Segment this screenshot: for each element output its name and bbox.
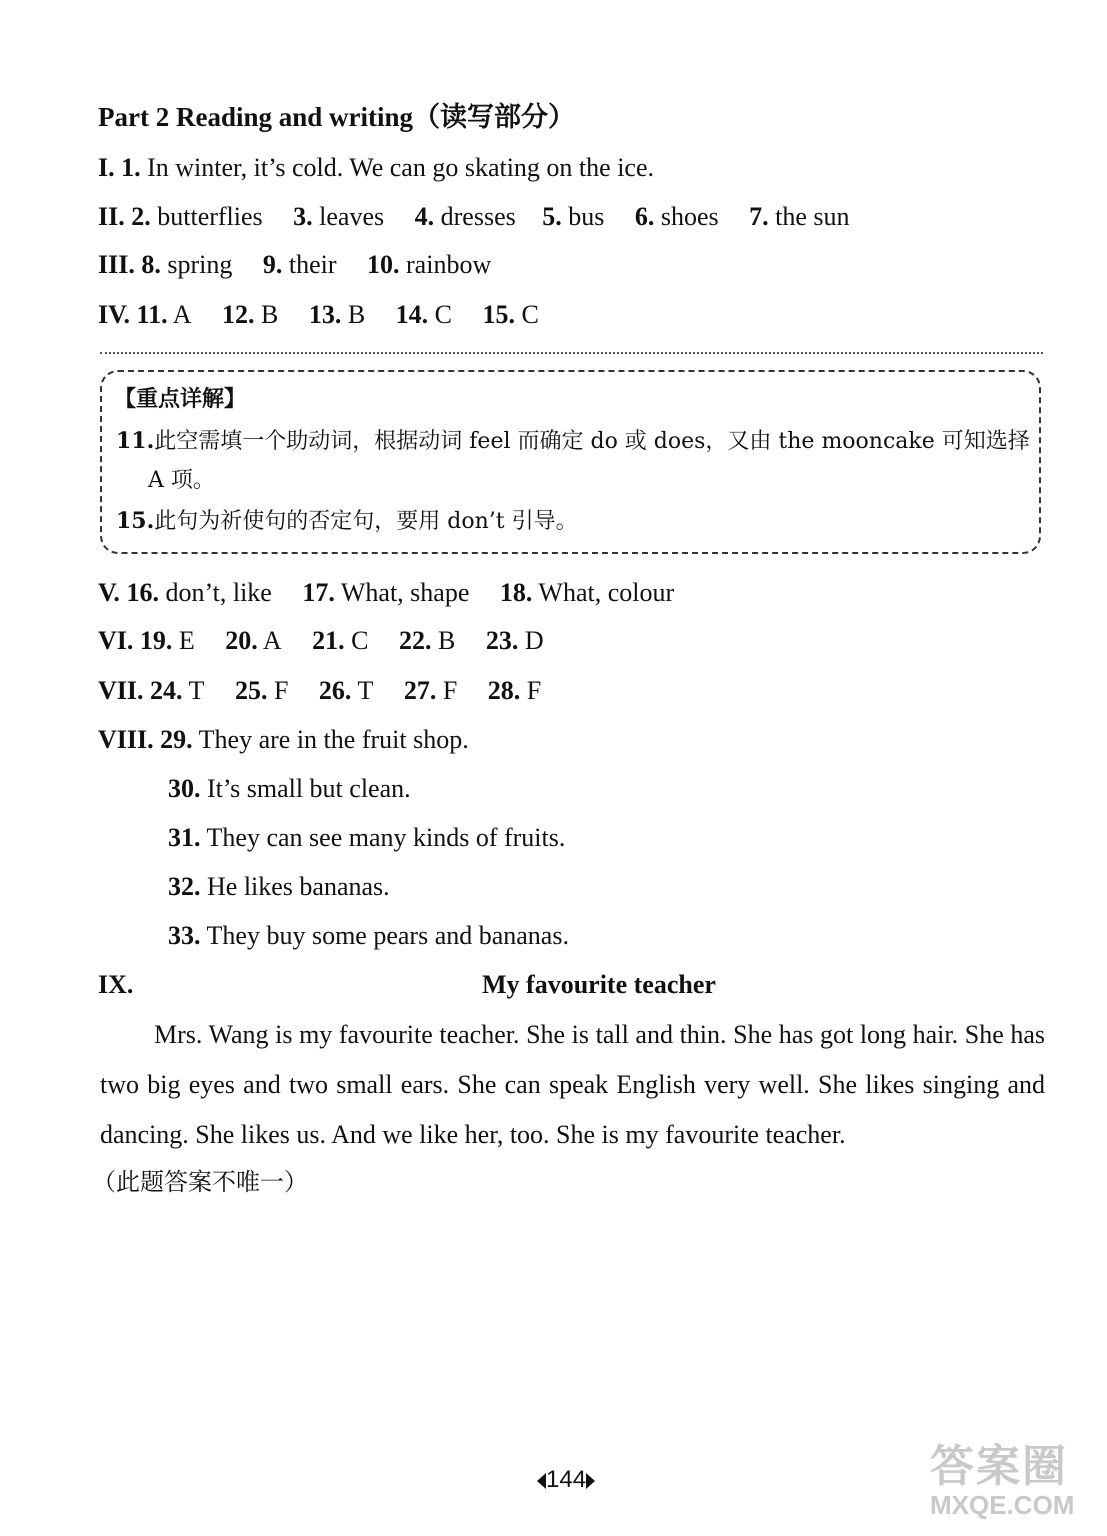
item-number: 10. — [367, 250, 400, 279]
answer-text: their — [288, 250, 337, 279]
essay-body: Mrs. Wang is my favourite teacher. She is tall and thin. She has got long hair. She has two big eyes and two small ears. She can speak English very well. She likes singing and dancing. She likes us. And we like her, too. She is my favourite teacher. — [100, 1020, 1045, 1149]
item-number: 22. — [399, 626, 432, 655]
answer-text: A — [172, 300, 192, 329]
item-number: 15. — [116, 508, 155, 534]
item-number: 4. — [414, 202, 435, 231]
section-4-line — [98, 300, 539, 330]
answer-text: In winter, it’s cold. We can go skating on the ice. — [147, 153, 654, 182]
item-number: 1. — [121, 153, 141, 182]
item-number: 13. — [308, 300, 342, 329]
item-number: 2. — [131, 202, 151, 231]
answer-text: They buy some pears and bananas. — [206, 921, 569, 950]
answer-text: shoes — [660, 202, 719, 231]
explanation-item-15 — [116, 508, 578, 535]
item-number: 27. — [403, 676, 437, 705]
item-number: 8. — [141, 250, 161, 279]
explanation-title: 【重点详解】 — [114, 386, 247, 412]
item-number: 32. — [168, 872, 201, 901]
answer-text: bus — [568, 202, 605, 231]
item-number: 23. — [485, 626, 519, 655]
answer-text: don’t, like — [165, 578, 272, 607]
answer-text: B — [260, 300, 279, 329]
item-number: 16. — [126, 578, 159, 607]
answer-text: T — [357, 676, 374, 705]
item-number: 14. — [395, 300, 429, 329]
answer-text: butterflies — [157, 202, 263, 231]
section-8-line — [98, 725, 469, 755]
part-heading: Part 2 Reading and writing（读写部分） — [98, 102, 576, 132]
answer-text: A — [262, 626, 282, 655]
section-3-line — [98, 250, 491, 280]
section-2-roman: II. — [98, 202, 125, 231]
dotted-divider — [100, 352, 1043, 354]
section-9-roman: IX. — [98, 970, 134, 999]
watermark-cn: 答案圈 — [930, 1441, 1068, 1492]
essay-title: My favourite teacher — [482, 970, 716, 999]
item-number: 7. — [749, 202, 769, 231]
section-3-roman: III. — [98, 250, 135, 279]
item-number: 9. — [262, 250, 283, 279]
item-number: 24. — [150, 676, 183, 705]
answer-text: the sun — [775, 202, 850, 231]
explanation-item-11-cont: A 项。 — [148, 468, 215, 493]
watermark-logo — [930, 1430, 1105, 1534]
item-number: 11. — [136, 300, 168, 329]
answer-text: leaves — [319, 202, 385, 231]
section-6-line — [98, 626, 544, 656]
answer-text: T — [188, 676, 205, 705]
item-number: 26. — [318, 676, 352, 705]
section-2-line — [98, 202, 850, 232]
section-7-roman: VII. — [98, 676, 144, 705]
section-6-roman: VI. — [98, 626, 134, 655]
item-number: 25. — [234, 676, 268, 705]
section-8-item-33 — [168, 921, 569, 951]
right-triangle-icon — [586, 1473, 595, 1489]
item-number: 3. — [293, 202, 313, 231]
item-number: 29. — [160, 725, 193, 754]
section-5-line — [98, 578, 674, 608]
page-number — [537, 1466, 595, 1494]
answer-text: D — [524, 626, 544, 655]
section-7-line — [98, 676, 541, 706]
left-triangle-icon — [537, 1473, 546, 1489]
explanation-box — [100, 370, 1041, 554]
answer-text: spring — [167, 250, 233, 279]
explanation-text: 此句为祈使句的否定句，要用 don’t 引导。 — [154, 509, 578, 534]
item-number: 20. — [225, 626, 258, 655]
explanation-text: 此空需填一个助动词，根据动词 feel 而确定 do 或 does，又由 the mooncake 可知选择 — [154, 429, 1030, 454]
answer-text: They are in the fruit shop. — [198, 725, 469, 754]
answer-text: B — [347, 300, 366, 329]
section-4-roman: IV. — [98, 300, 131, 329]
answer-text: C — [521, 300, 539, 329]
answer-text: dresses — [440, 202, 516, 231]
watermark-en: MXQE.COM — [930, 1490, 1075, 1520]
answer-text: E — [178, 626, 195, 655]
answer-text: B — [438, 626, 456, 655]
answer-text: What, shape — [340, 578, 470, 607]
item-number: 5. — [542, 202, 562, 231]
page-number-text: 144 — [546, 1466, 587, 1493]
section-8-item-32 — [168, 872, 390, 902]
item-number: 18. — [499, 578, 533, 607]
item-number: 15. — [482, 300, 516, 329]
section-1-line — [98, 153, 654, 183]
answer-text: It’s small but clean. — [207, 774, 411, 803]
answer-text: F — [526, 676, 542, 705]
answer-text: C — [434, 300, 453, 329]
answer-text: F — [442, 676, 458, 705]
answer-text: They can see many kinds of fruits. — [206, 823, 566, 852]
item-number: 33. — [168, 921, 201, 950]
section-8-item-31 — [168, 823, 565, 853]
item-number: 30. — [168, 774, 201, 803]
item-number: 19. — [139, 626, 173, 655]
answer-text: What, colour — [538, 578, 675, 607]
answer-text: He likes bananas. — [207, 872, 390, 901]
item-number: 6. — [634, 202, 655, 231]
section-8-item-30 — [168, 774, 411, 804]
answer-text: rainbow — [406, 250, 492, 279]
item-number: 12. — [221, 300, 255, 329]
answer-text: C — [351, 626, 369, 655]
item-number: 31. — [168, 823, 201, 852]
answer-text: F — [273, 676, 289, 705]
item-number: 28. — [487, 676, 521, 705]
item-number: 11. — [116, 428, 155, 454]
section-8-roman: VIII. — [98, 725, 154, 754]
section-1-roman: I. — [98, 153, 115, 182]
explanation-item-11 — [116, 428, 1030, 455]
section-5-roman: V. — [98, 578, 120, 607]
essay-note: （此题答案不唯一） — [92, 1168, 308, 1196]
item-number: 21. — [312, 626, 345, 655]
item-number: 17. — [302, 578, 335, 607]
